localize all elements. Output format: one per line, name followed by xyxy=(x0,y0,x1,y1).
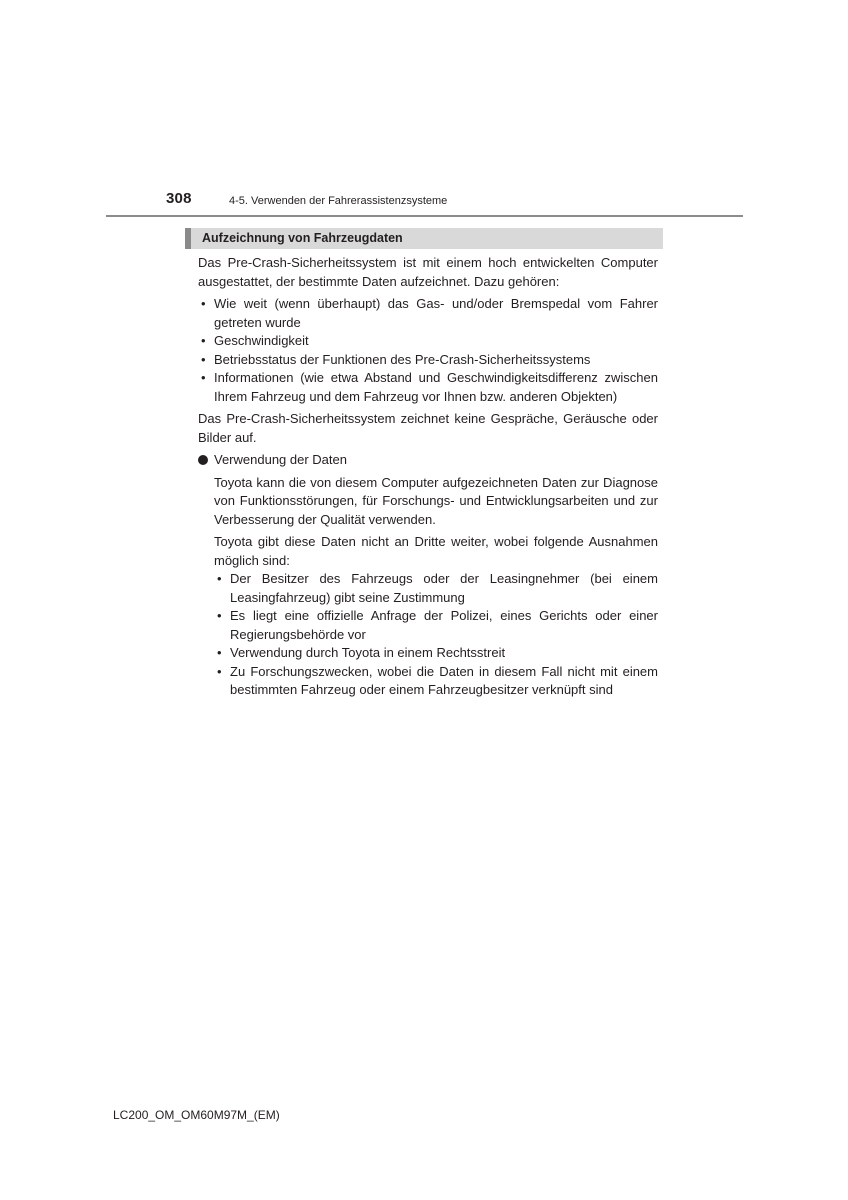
usage-body xyxy=(198,474,658,700)
bullet-icon: • xyxy=(217,571,222,586)
recorded-data-list xyxy=(198,295,658,406)
bullet-icon: • xyxy=(201,370,206,385)
bullet-icon: • xyxy=(217,663,222,679)
list-item: • Verwendung durch Toyota in einem Rechtsstreit xyxy=(214,644,658,663)
page-number: 308 xyxy=(166,190,192,207)
list-item: • Informationen (wie etwa Abstand und Geschwindigkeitsdifferenz zwischen Ihrem Fahrzeug und dem Fahrzeug vor Ihnen bzw. anderen Objekten) xyxy=(201,370,658,404)
list-item: • Wie weit (wenn überhaupt) das Gas- und/oder Bremspedal vom Fahrer getreten wurde xyxy=(201,296,658,330)
bullet-icon: • xyxy=(217,608,222,623)
chapter-title: 4-5. Verwenden der Fahrerassistenzsysteme xyxy=(229,195,448,207)
section-heading-bar xyxy=(185,228,663,249)
list-item: • Zu Forschungszwecken, wobei die Daten in diesem Fall nicht mit einem bestimmten Fahrzeug oder einem Fahrzeugbesitzer verknüpft sind xyxy=(217,663,658,697)
bullet-icon: • xyxy=(201,333,206,348)
usage-heading: Verwendung der Daten xyxy=(198,451,658,470)
list-item: • Betriebsstatus der Funktionen des Pre-Crash-Sicherheitssystems xyxy=(198,351,658,370)
section-title: Aufzeichnung von Fahrzeugdaten xyxy=(202,231,403,245)
intro-paragraph: Das Pre-Crash-Sicherheitssystem ist mit einem hoch entwickelten Computer ausgestattet, der bestimmte Daten aufzeichnet. Dazu gehören: xyxy=(198,255,658,289)
list-item: • Der Besitzer des Fahrzeugs oder der Leasingnehmer (bei einem Leasingfahrzeug) gibt seine Zustimmung xyxy=(217,571,658,605)
bullet-icon: • xyxy=(201,296,206,311)
exceptions-list xyxy=(214,570,658,700)
bullet-icon: • xyxy=(217,645,222,660)
list-item: • Geschwindigkeit xyxy=(198,332,658,351)
section-content xyxy=(198,254,658,704)
footer-code: LC200_OM_OM60M97M_(EM) xyxy=(113,1108,280,1122)
usage-paragraph-1: Toyota kann die von diesem Computer aufgezeichneten Daten zur Diagnose von Funktionsstörungen, für Forschungs- und Entwicklungsarbeiten und zur Verbesserung der Qualität verwenden. xyxy=(214,474,658,527)
note-paragraph: Das Pre-Crash-Sicherheitssystem zeichnet keine Gespräche, Geräusche oder Bilder auf. xyxy=(198,411,658,445)
usage-paragraph-2: Toyota gibt diese Daten nicht an Dritte weiter, wobei folgende Ausnahmen möglich sind: xyxy=(214,534,658,568)
list-item: • Es liegt eine offizielle Anfrage der Polizei, eines Gerichts oder einer Regierungsbehörde vor xyxy=(217,608,658,642)
bullet-icon: • xyxy=(201,351,206,367)
header-rule xyxy=(106,215,743,217)
filled-circle-icon xyxy=(198,455,208,465)
